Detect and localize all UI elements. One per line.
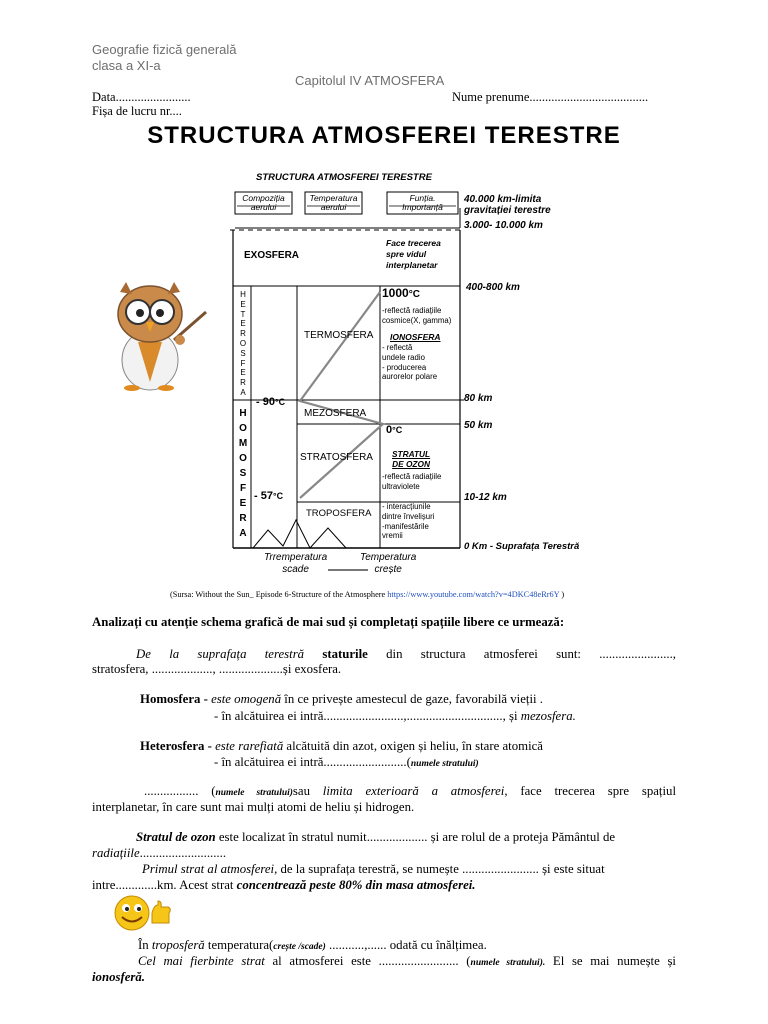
temp-minus90-label: - 90°C (256, 396, 286, 408)
homosphere-letter: H (239, 408, 247, 419)
hottest-layer-paragraph-line1: Cel mai fierbinte strat al atmosferei este ......................... (numele stratului). El se mai numește și (138, 954, 676, 968)
source-link[interactable]: https://www.youtube.com/watch?v=4DKC48eRr6Y (387, 590, 560, 599)
thumbs-up-smiley-icon (112, 893, 176, 933)
exosphere-label: EXOSFERA (244, 250, 300, 261)
heterosphere-vertical-label (236, 290, 250, 398)
col-function-header: Funția. Importanță (402, 193, 443, 212)
exosphere-range-label: 3.000- 10.000 km (464, 220, 543, 231)
km-10-12-label: 10-12 km (464, 492, 507, 503)
km-0-label: 0 Km - Suprafața Terestră (464, 541, 580, 552)
chapter-label: Capitolul IV ATMOSFERA (295, 73, 445, 88)
heterosphere-letter: T (240, 309, 246, 319)
worksheet-number: Fișa de lucru nr.... (92, 104, 182, 118)
temp-1000-label: 1000°C (382, 286, 420, 300)
km-400-label: 400-800 km (466, 282, 520, 293)
heterosphere-letter: E (240, 319, 246, 329)
atmosphere-diagram (228, 168, 608, 588)
page-title: STRUCTURA ATMOSFEREI TERESTRE (147, 122, 621, 149)
ozone-paragraph-line2: radiațiile........................... (92, 846, 227, 860)
first-layer-paragraph-line1: Primul strat al atmosferei, de la suprafața terestră, se numește ........................ și este situat (142, 862, 605, 876)
heterosphere-letter: R (240, 378, 246, 388)
name-field: Nume prenume...................................... (452, 90, 649, 104)
temp-decreases-label: Trremperatura scade (264, 552, 328, 575)
thermosphere-function: -reflectă radiațiile cosmice(X, gamma) (382, 306, 452, 325)
troposphere-temp-paragraph: În troposferă temperatura(crește /scade) ...........,...... odată cu înălțimea. (138, 938, 487, 952)
limit-label: 40.000 km-limita gravitației terestre (464, 194, 551, 216)
instruction: Analizați cu atenție schema grafică de mai sud și completați spațiile libere ce urmează: (92, 615, 565, 629)
hottest-layer-paragraph-line2: ionosferă. (92, 970, 145, 984)
homosphere-letter: S (239, 468, 247, 479)
exosphere-paragraph-line2: interplanetar, în care sunt mai mulți atomi de heliu și hidrogen. (92, 800, 415, 814)
heterosphere-letter: A (240, 387, 246, 397)
heterosphere-letter: E (240, 299, 246, 309)
homosphere-vertical-label (236, 406, 250, 541)
date-field: Data........................ (92, 90, 191, 104)
source-citation: (Sursa: Without the Sun_ Episode 6-Structure of the Atmosphere https://www.youtube.com/watch?v=4DKC48eRr6Y ) (170, 590, 565, 599)
mesosphere-label: MEZOSFERA (304, 408, 367, 419)
homosphere-letter: O (239, 453, 247, 464)
heterosphere-letter: H (240, 290, 246, 299)
temp-increases-label: Temperatura crește (360, 552, 417, 575)
layers-paragraph-line1: De la suprafața terestră staturile din structura atmosferei sunt: ......................., (136, 647, 677, 661)
homosphere-letter: R (239, 513, 247, 524)
layers-paragraph-line2: stratosfera, ..................., ....................și exosfera. (92, 662, 342, 676)
homosphere-letter: M (238, 438, 248, 449)
heterosphere-letter: E (240, 368, 246, 378)
heterosphere-letter: O (239, 338, 247, 348)
homosphere-letter: F (239, 483, 247, 494)
first-layer-paragraph-line2: intre.............km. Acest strat concentrează peste 80% din masa atmosferei. (92, 878, 476, 892)
heterosphere-letter: F (240, 358, 246, 368)
ozone-paragraph-line1: Stratul de ozon este localizat în stratul numit................... și are rolul de a proteja Pământul de (136, 830, 616, 844)
thermosphere-label: TERMOSFERA (304, 330, 374, 341)
diagram-caption: STRUCTURA ATMOSFEREI TERESTRE (256, 172, 432, 183)
col-composition-header: Compoziția aerului (242, 193, 285, 212)
temp-minus57-label: - 57°C (254, 490, 284, 502)
km-80-label: 80 km (464, 393, 493, 404)
owl-teacher-illustration (108, 282, 210, 394)
subject-label: Geografie fizică generală (92, 42, 237, 57)
ozone-layer-label: STRATUL DE OZON (392, 449, 431, 469)
troposphere-label: TROPOSFERA (306, 508, 372, 519)
temp-0-label: 0°C (386, 424, 403, 436)
km-50-label: 50 km (464, 420, 493, 431)
stratosphere-label: STRATOSFERA (300, 452, 373, 463)
exosphere-paragraph-line1: ................. (numele stratului)sau limita exterioară a atmosferei, face trecerea spre spațiul (144, 784, 676, 798)
ionosphere-label: IONOSFERA (390, 332, 441, 342)
homosphere-letter: O (239, 423, 247, 434)
homosphere-letter: A (239, 528, 247, 539)
troposphere-function: - interacțiunile dintre învelișuri -manifestările vremii (382, 502, 435, 541)
homosphere-letter: E (239, 498, 247, 509)
heterosphere-fill-line: - în alcătuirea ei intră..........................(numele stratului) (214, 755, 479, 769)
exosphere-function: Face trecerea spre vidul interplanetar (386, 238, 441, 270)
heterosphere-letter: S (240, 348, 246, 358)
class-label: clasa a XI-a (92, 58, 161, 73)
col-temperature-header: Temperatura aerului (309, 193, 358, 212)
heterosphere-letter: R (240, 329, 246, 339)
ionosphere-function: - reflectă undele radio - producerea aurorelor polare (382, 343, 438, 382)
homosphere-fill-line: - în alcătuirea ei intră.........................,.............................., și mezosfera. (214, 709, 576, 723)
homosphere-paragraph: Homosfera - este omogenă în ce privește amestecul de gaze, favorabilă vieții . (140, 692, 543, 706)
heterosphere-paragraph: Heterosfera - este rarefiată alcătuită din azot, oxigen și heliu, în stare atomică (140, 739, 543, 753)
ozone-function: -reflectă radiațiile ultraviolete (382, 472, 442, 491)
